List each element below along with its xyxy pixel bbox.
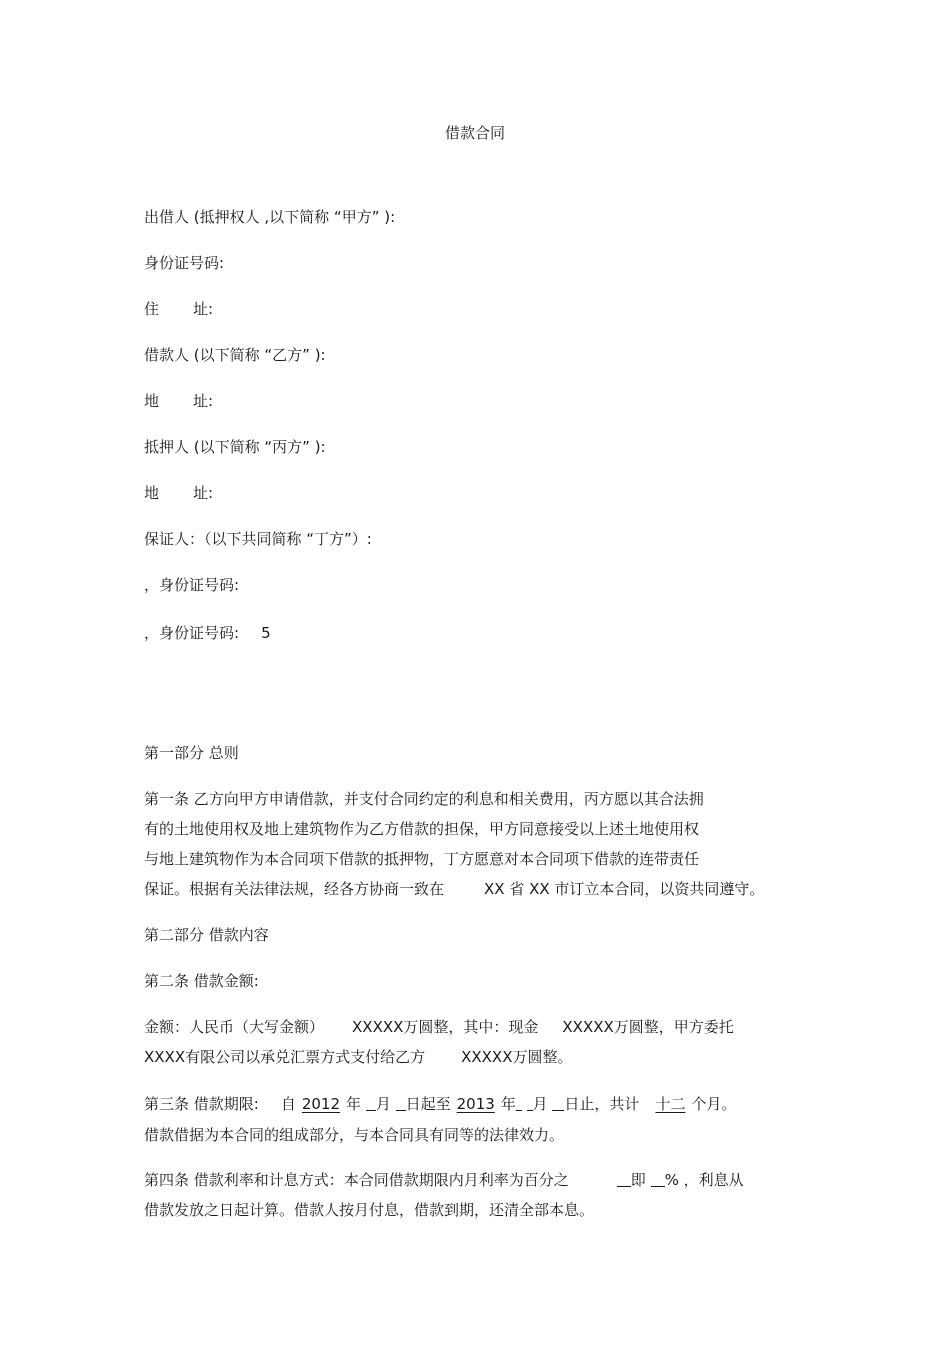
article1-line: 第一条 乙方向甲方申请借款，并支付合同约定的利息和相关费用，丙方愿以其合法拥 <box>144 790 704 808</box>
mortgagor-line: 抵押人 (以下简称 “丙方” ): <box>144 438 326 456</box>
term-months: 十二 <box>655 1095 686 1113</box>
article1-place: XX 省 XX 市订立本合同，以资共同遵守。 <box>484 880 765 898</box>
guarantor-id-line-1: ，身份证号码: <box>144 576 240 594</box>
article3-line-2: 借款借据为本合同的组成部分，与本合同具有同等的法律效力。 <box>144 1126 565 1144</box>
month-label: 月 <box>375 1095 391 1113</box>
amount-cash: XXXXX万圆整，甲方委托 <box>562 1018 734 1036</box>
article1-line-last <box>144 874 764 904</box>
article3-line-1 <box>144 1089 736 1119</box>
day-label: 日起至 <box>405 1095 451 1113</box>
start-year: 2012 <box>301 1095 341 1113</box>
article3-from: 自 <box>280 1095 296 1113</box>
address-label-part2: 址: <box>193 300 214 318</box>
lender-address-line <box>144 294 213 324</box>
address-label-part2: 址: <box>193 484 214 502</box>
article1-line: 与地上建筑物作为本合同项下借款的抵押物，丁方愿意对本合同项下借款的连带责任 <box>144 850 700 868</box>
end-month-blank-a <box>516 1096 522 1111</box>
amount-draft-payer: XXXX有限公司以承兑汇票方式支付给乙方 <box>144 1048 426 1066</box>
year-label: 年 <box>500 1095 516 1113</box>
lender-line: 出借人 (抵押权人 ,以下简称 “甲方” ): <box>144 208 396 226</box>
part1-heading: 第一部分 总则 <box>144 744 239 762</box>
month-label: 月 <box>532 1095 548 1113</box>
amount-label: 金额：人民币（大写金额） <box>144 1018 325 1036</box>
borrower-address-line <box>144 386 213 416</box>
part2-heading: 第二部分 借款内容 <box>144 926 269 944</box>
amount-draft: XXXXX万圆整。 <box>461 1048 573 1066</box>
start-month-blank <box>366 1096 376 1111</box>
end-day-blank <box>552 1096 564 1111</box>
day-label: 日止，共计 <box>564 1095 640 1113</box>
mortgagor-address-line <box>144 478 213 508</box>
article4-equals: 即 <box>630 1171 646 1189</box>
address-label-part1: 地 <box>144 484 160 502</box>
article4-line-2: 借款发放之日起计算。借款人按月付息，借款到期，还清全部本息。 <box>144 1201 595 1219</box>
article4-text: 第四条 借款利率和计息方式：本合同借款期限内月利率为百分之 <box>144 1171 569 1189</box>
article1-line: 有的土地使用权及地上建筑物作为乙方借款的担保，甲方同意接受以上述土地使用权 <box>144 820 700 838</box>
lender-id-line: 身份证号码: <box>144 254 225 272</box>
borrower-line: 借款人 (以下简称 “乙方” ): <box>144 346 326 364</box>
article4-line-1 <box>144 1165 744 1195</box>
document-title: 借款合同 <box>444 124 505 142</box>
start-day-blank <box>396 1096 406 1111</box>
address-label-part1: 地 <box>144 392 160 410</box>
article3-label: 第三条 借款期限: <box>144 1095 259 1113</box>
rate-blank <box>617 1172 631 1187</box>
amount-total: XXXXX万圆整，其中：现金 <box>352 1018 539 1036</box>
amount-line-2 <box>144 1042 573 1072</box>
guarantor-id-label: ，身份证号码: <box>144 624 240 642</box>
guarantor-id-value: 5 <box>261 624 271 642</box>
amount-line-1 <box>144 1012 734 1042</box>
end-year: 2013 <box>456 1095 495 1113</box>
months-label: 个月。 <box>691 1095 737 1113</box>
address-label-part2: 址: <box>193 392 214 410</box>
article1-text: 保证。根据有关法律法规，经各方协商一致在 <box>144 880 445 898</box>
address-label-part1: 住 <box>144 300 160 318</box>
article2-heading: 第二条 借款金额: <box>144 972 259 990</box>
article4-interest: % ，利息从 <box>664 1171 744 1189</box>
rate-percent-blank <box>651 1172 665 1187</box>
guarantor-id-line-2 <box>144 618 271 648</box>
year-label: 年 <box>346 1095 362 1113</box>
guarantor-line: 保证人：（以下共同简称 “丁方”）: <box>144 530 372 548</box>
